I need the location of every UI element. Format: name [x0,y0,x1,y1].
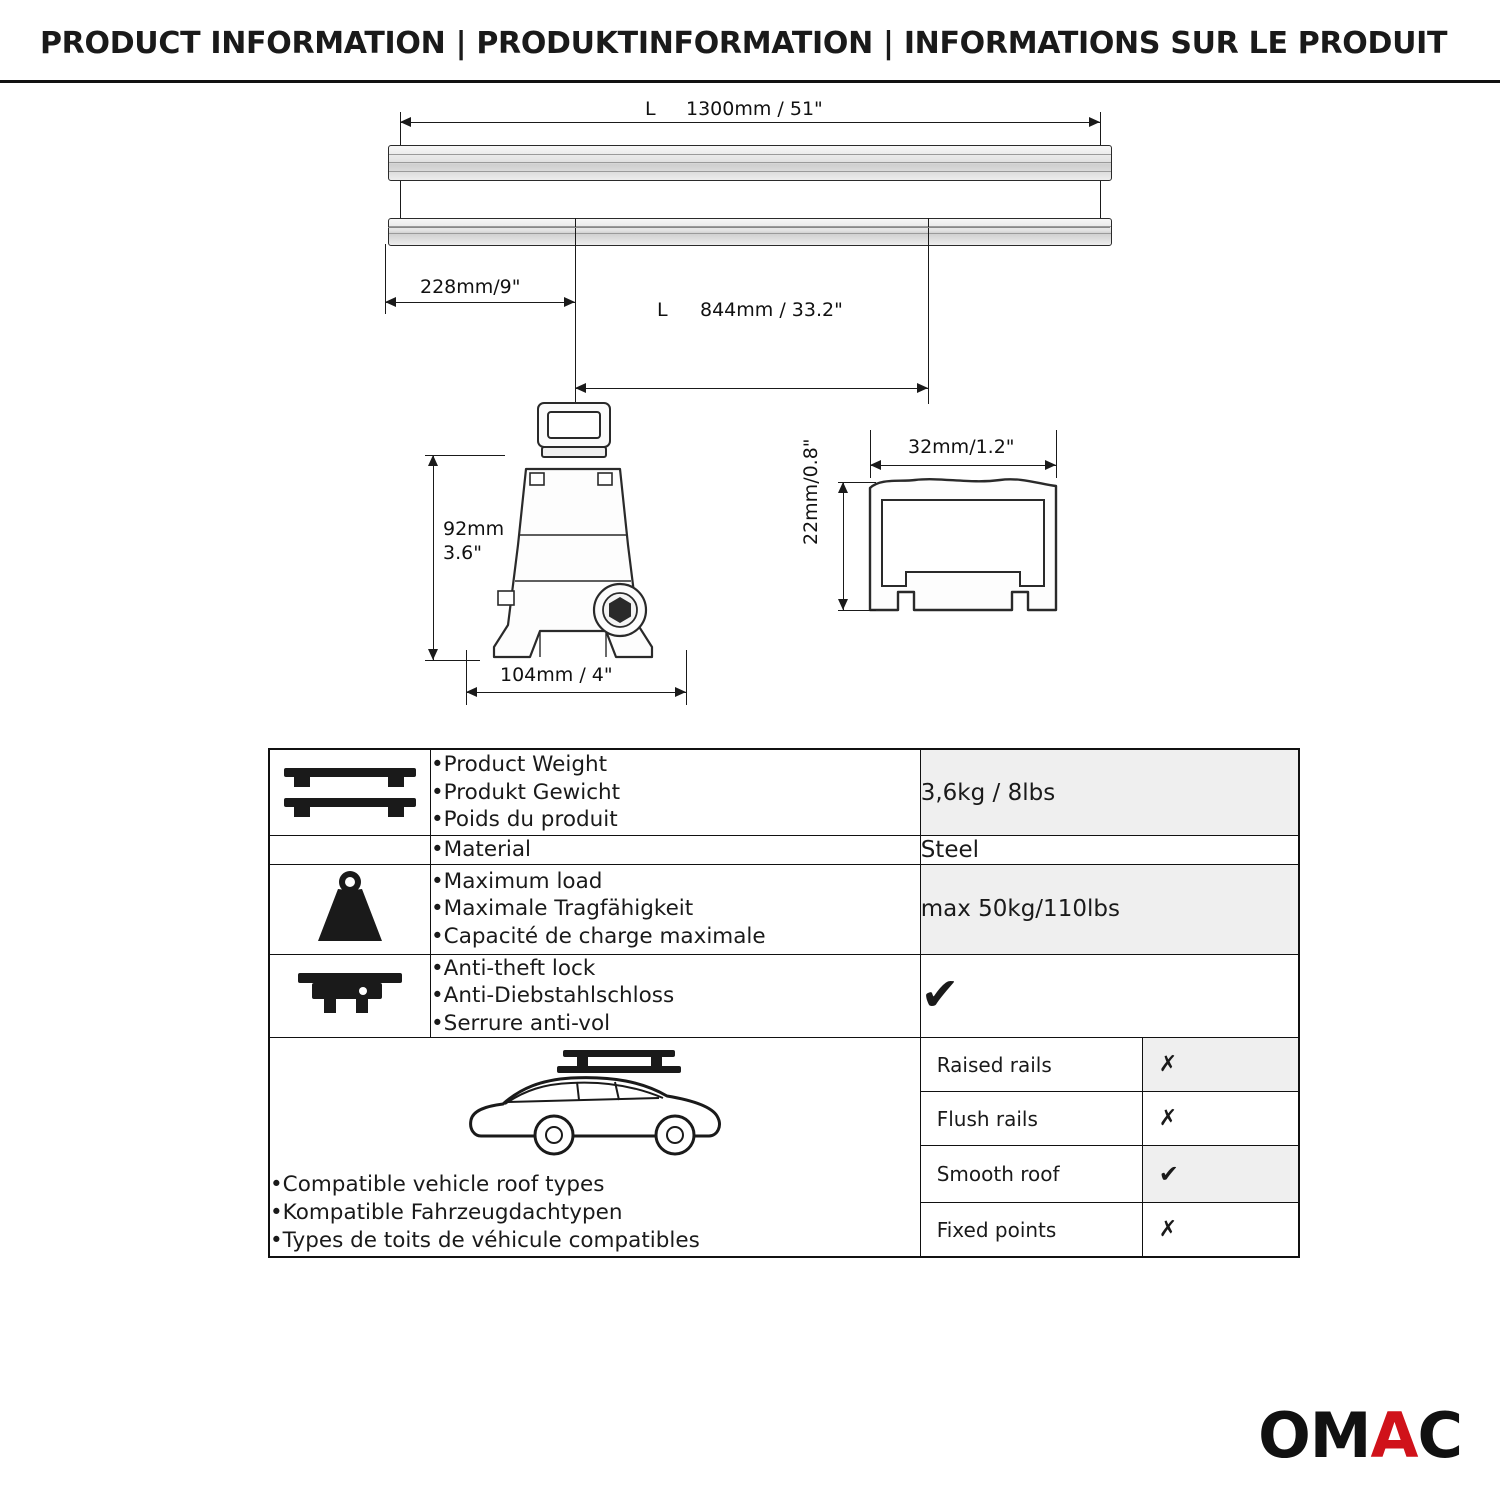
foot-mark-left [575,218,576,244]
label-line: •Produkt Gewicht [431,779,621,805]
label-line: •Capacité de charge maximale [431,923,766,949]
span-dimension-line [575,388,928,389]
length-label: L [645,98,656,120]
length-arrow-right [1089,117,1100,127]
profile-width-dimension-line [870,465,1056,466]
cross-mark: ✗ [1158,1106,1178,1132]
page-title: PRODUCT INFORMATION | PRODUKTINFORMATION | INFORMATIONS SUR LE PRODUIT [40,26,1448,61]
profile-height-value: 22mm/0.8" [800,438,822,545]
logo-letter-a: A [1370,1399,1418,1472]
material-row-icon-cell [269,836,431,865]
offset-arrow-right [564,297,575,307]
roof-type-table [921,1038,1298,1256]
label-line: •Maximale Tragfähigkeit [431,896,694,922]
table-row [269,836,1299,865]
bar-cross-section [860,460,1090,640]
max-load-row-icon-cell [269,864,431,954]
roof-type-mark [1142,1146,1298,1203]
label-line: •Compatible vehicle roof types [270,1171,605,1197]
lock-row-labels [431,954,921,1038]
roof-type-name: Raised rails [921,1038,1143,1092]
roof-type-row [921,1146,1298,1203]
lock-row-icon-cell [269,954,431,1038]
max-load-row-labels [431,864,921,954]
table-row [269,864,1299,954]
label-line: •Anti-theft lock [431,955,596,981]
roof-type-mark [1142,1038,1298,1092]
side-view-centerline [388,227,1110,228]
logo-letter-m: M [1309,1399,1371,1472]
weight-row-icon-cell [269,749,431,836]
profile-height-dimension-line [843,482,844,610]
span-label: L [657,299,668,321]
weight-row-value: 3,6kg / 8lbs [920,749,1299,836]
profile-width-ext-right [1056,430,1057,478]
profile-width-arrow-left [870,460,881,470]
compatibility-labels-cell [269,1038,920,1258]
specification-table [268,748,1300,1258]
length-dimension-line [400,122,1100,123]
max-load-row-value: max 50kg/110lbs [920,864,1299,954]
lock-icon [290,957,410,1029]
foot-mark-right [928,218,929,244]
table-row [269,954,1299,1038]
crossbar-top-view [388,145,1112,181]
height-extension-bottom [425,660,480,661]
height-dimension-line [433,455,434,660]
profile-width-arrow-right [1045,460,1056,470]
profile-height-arrow-down [838,599,848,610]
roof-type-name: Fixed points [921,1203,1143,1257]
foot-height-value-line2: 3.6" [443,542,482,564]
span-arrow-right [917,383,928,393]
profile-height-arrow-up [838,482,848,493]
span-value: 844mm / 33.2" [700,299,843,321]
offset-dimension-line [385,302,575,303]
length-arrow-left [400,117,411,127]
label-line: •Poids du produit [431,807,618,833]
material-row-value: Steel [920,836,1299,865]
check-mark: ✔ [1158,1160,1179,1189]
profile-width-ext-left [870,430,871,478]
header-divider [0,80,1500,83]
weight-row-labels [431,749,921,836]
offset-value: 228mm/9" [420,276,521,298]
width-arrow-left [466,687,477,697]
span-extension-right [928,244,929,404]
width-extension-right [686,650,687,705]
offset-extension-right [575,244,576,404]
height-arrow-up [428,455,438,466]
width-dimension-line [466,692,686,693]
profile-width-value: 32mm/1.2" [908,436,1015,458]
material-row-labels [431,836,921,865]
profile-height-ext-top [838,482,876,483]
cross-mark: ✗ [1158,1217,1178,1243]
label-line: •Product Weight [431,752,608,778]
car-with-rack-icon [445,1040,745,1160]
label-line: •Types de toits de véhicule compatibles [270,1227,700,1253]
width-arrow-right [675,687,686,697]
label-line: •Material [431,837,532,862]
span-arrow-left [575,383,586,393]
crossbar-side-view [388,218,1112,246]
compatibility-options-cell [920,1038,1299,1258]
table-row [269,749,1299,836]
height-extension-top [425,455,505,456]
roof-type-name: Smooth roof [921,1146,1143,1203]
foot-height-value-line1: 92mm [443,518,505,540]
roof-type-row [921,1092,1298,1146]
height-arrow-down [428,649,438,660]
roof-type-mark [1142,1092,1298,1146]
length-value: 1300mm / 51" [686,98,823,120]
label-line: •Kompatible Fahrzeugdachtypen [270,1199,623,1225]
crossbars-icon [270,750,430,830]
lock-row-value [920,954,1299,1038]
cross-mark: ✗ [1158,1052,1178,1078]
check-mark: ✔ [920,966,960,1021]
roof-type-row [921,1038,1298,1092]
label-line: •Maximum load [431,868,603,894]
offset-arrow-left [385,297,396,307]
weight-icon [300,865,400,949]
roof-type-name: Flush rails [921,1092,1143,1146]
compatibility-row [269,1038,1299,1258]
profile-height-ext-bottom [838,610,876,611]
roof-type-row [921,1203,1298,1257]
technical-drawing [0,90,1500,740]
foot-width-value: 104mm / 4" [500,664,613,686]
compatibility-labels [270,1171,920,1255]
label-line: •Anti-Diebstahlschloss [431,983,675,1009]
logo-letter-c: C [1417,1399,1462,1472]
omac-logo [1258,1399,1462,1472]
label-line: •Serrure anti-vol [431,1010,611,1036]
roof-type-mark [1142,1203,1298,1257]
logo-letter-o: O [1258,1399,1310,1472]
